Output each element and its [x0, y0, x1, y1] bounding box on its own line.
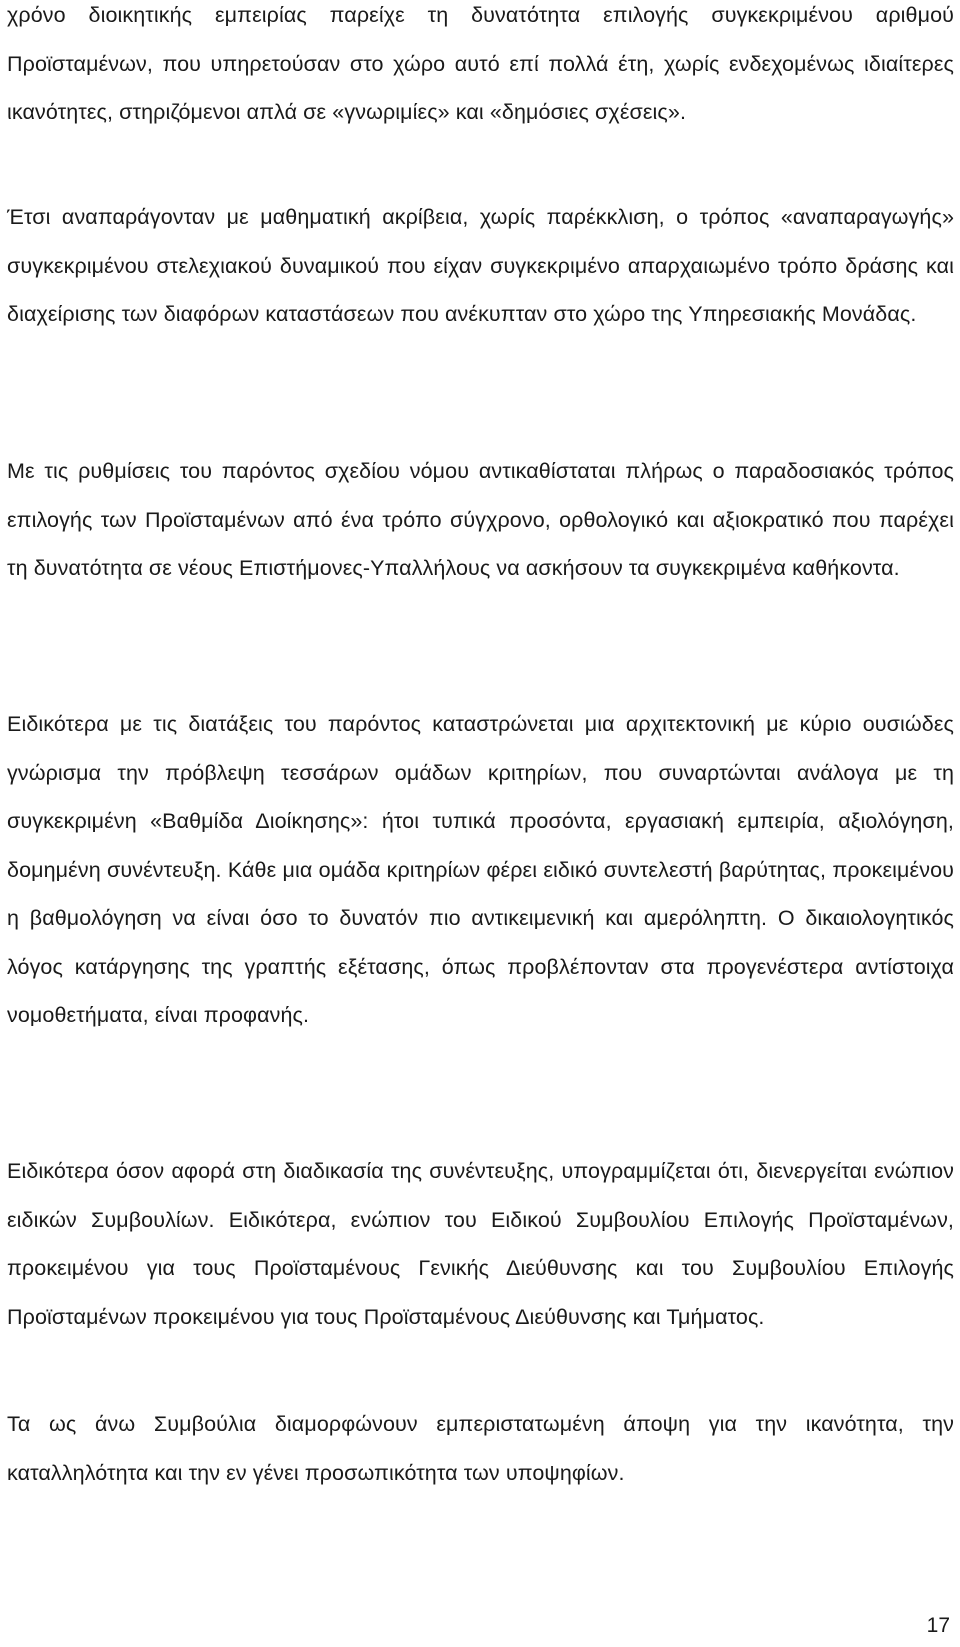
paragraph-5: Ειδικότερα όσον αφορά στη διαδικασία της συνέντευξης, υπογραμμίζεται ότι, διενεργείται ενώπιον ειδικών Συμβουλίων. Ειδικότερα, ενώπιον του Ειδικού Συμβουλίου Επιλογής Προϊσταμένων, προκειμένου για τους Προϊσταμένους Γενικής Διεύθυνσης και του Συμβουλίου Επιλογής Προϊσταμένων προκειμένου για τους Προϊσταμένους Διεύθυνσης και Τμήματος. — [7, 1159, 954, 1329]
paragraph-6: Τα ως άνω Συμβούλια διαμορφώνουν εμπεριστατωμένη άποψη για την ικανότητα, την καταλληλότητα και την εν γένει προσωπικότητα των υποψηφίων. — [7, 1412, 954, 1485]
paragraph-2: Έτσι αναπαράγονταν με μαθηματική ακρίβεια, χωρίς παρέκκλιση, ο τρόπος «αναπαραγωγής» συγκεκριμένου στελεχιακού δυναμικού που είχαν συγκεκριμένο απαρχαιωμένο τρόπο δράσης και διαχείρισης των διαφόρων καταστάσεων που ανέκυπταν στο χώρο της Υπηρεσιακής Μονάδας. — [7, 205, 954, 326]
paragraph-3: Με τις ρυθμίσεις του παρόντος σχεδίου νόμου αντικαθίσταται πλήρως ο παραδοσιακός τρόπος επιλογής των Προϊσταμένων από ένα τρόπο σύγχρονο, ορθολογικό και αξιοκρατικό που παρέχει τη δυνατότητα σε νέους Επιστήμονες-Υπαλλήλους να ασκήσουν τα συγκεκριμένα καθήκοντα. — [7, 459, 954, 580]
paragraph-4: Ειδικότερα με τις διατάξεις του παρόντος καταστρώνεται μια αρχιτεκτονική με κύριο ουσιώδες γνώρισμα την πρόβλεψη τεσσάρων ομάδων κριτηρίων, που συναρτώνται ανάλογα με τη συγκεκριμένη «Βαθμίδα Διοίκησης»: ήτοι τυπικά προσόντα, εργασιακή εμπειρία, αξιολόγηση, δομημένη συνέντευξη. Κάθε μια ομάδα κριτηρίων φέρει ειδικό συντελεστή βαρύτητας, προκειμένου η βαθμολόγηση να είναι όσο το δυνατόν πιο αντικειμενική και αμερόληπτη. Ο δικαιολογητικός λόγος κατάργησης της γραπτής εξέτασης, όπως προβλέπονταν στα προγενέστερα αντίστοιχα νομοθετήματα, είναι προφανής. — [7, 712, 954, 1027]
page-number: 17 — [926, 1614, 950, 1637]
paragraph-1: χρόνο διοικητικής εμπειρίας παρείχε τη δυνατότητα επιλογής συγκεκριμένου αριθμού Προϊσταμένων, που υπηρετούσαν στο χώρο αυτό επί πολλά έτη, χωρίς ενδεχομένως ιδιαίτερες ικανότητες, στηριζόμενοι απλά σε «γνωριμίες» και «δημόσιες σχέσεις». — [7, 3, 954, 124]
